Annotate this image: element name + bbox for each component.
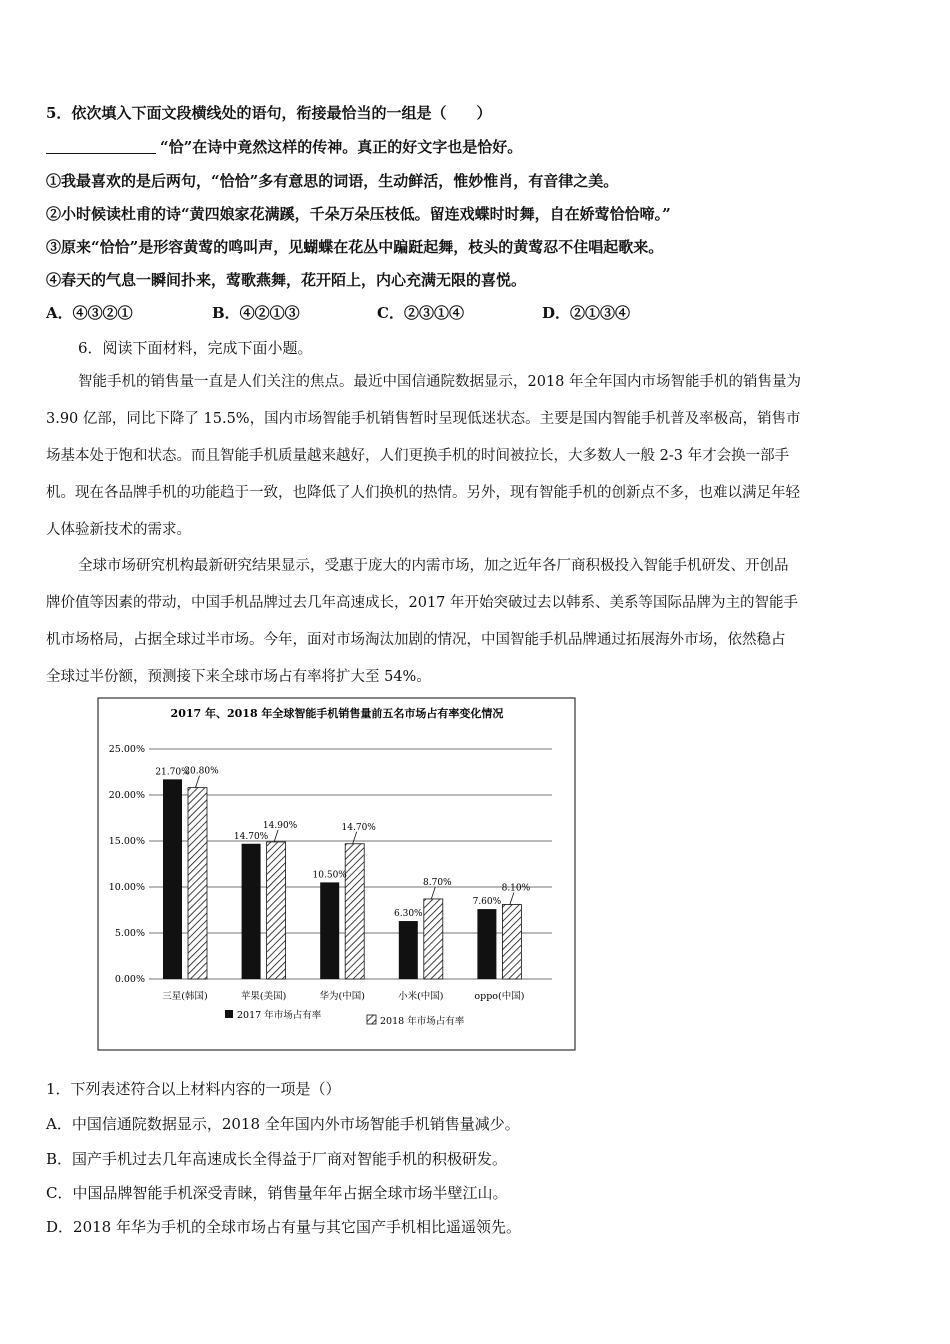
q6-1-option-b: B．国产手机过去几年高速成长全得益于厂商对智能手机的积极研发。 <box>46 1150 508 1168</box>
legend-swatch-2017 <box>225 1010 233 1018</box>
bar-2017 <box>320 882 339 979</box>
y-tick-label: 5.00% <box>114 928 145 939</box>
q5-stem-text: “恰”在诗中竟然这样的传神。真正的好文字也是恰好。 <box>160 138 523 156</box>
q5-item-1: ①我最喜欢的是后两句，“恰恰”多有意思的词语，生动鲜活，惟妙惟肖，有音律之美。 <box>46 172 619 190</box>
bar-2017 <box>399 921 418 979</box>
category-label: oppo(中国) <box>474 991 525 1002</box>
q5-prompt: 5．依次填入下面文段横线处的语句，衔接最恰当的一组是（ ） <box>46 104 492 122</box>
q5-option-c: C．②③①④ <box>377 304 464 322</box>
y-tick-label: 15.00% <box>108 836 145 847</box>
data-label-2017: 10.50% <box>312 870 347 881</box>
bar-2018 <box>424 899 443 979</box>
q6-para2-line4: 全球过半份额，预测接下来全球市场占有率将扩大至 54%。 <box>46 669 431 685</box>
q6-para2-line3: 机市场格局，占据全球过半市场。今年，面对市场淘汰加剧的情况，中国智能手机品牌通过拓展海外市场，依然稳占 <box>46 632 786 648</box>
data-label-2017: 21.70% <box>155 767 190 778</box>
q6-1-question: 1．下列表述符合以上材料内容的一项是（） <box>46 1080 341 1098</box>
q6-para2-line1: 全球市场研究机构最新研究结果显示，受惠于庞大的内需市场，加之近年各厂商积极投入智能手机研发、开创品 <box>78 558 789 574</box>
data-label-2018: 14.90% <box>262 820 298 831</box>
category-label: 三星(韩国) <box>162 991 208 1002</box>
category-label: 华为(中国) <box>319 991 365 1002</box>
y-tick-label: 20.00% <box>108 790 145 801</box>
data-label-2018: 8.70% <box>423 877 452 888</box>
q5-item-4: ④春天的气息一瞬间扑来，莺歌燕舞，花开陌上，内心充满无限的喜悦。 <box>46 271 527 289</box>
data-label-2017: 14.70% <box>233 831 269 842</box>
q6-1-option-a: A．中国信通院数据显示，2018 全年国内外市场智能手机销售量减少。 <box>46 1115 520 1133</box>
y-tick-label: 0.00% <box>114 974 145 985</box>
data-label-2017: 6.30% <box>394 909 423 920</box>
bar-2017 <box>477 909 496 979</box>
market-share-chart <box>97 697 577 1052</box>
q6-title: 6．阅读下面材料，完成下面小题。 <box>78 339 313 357</box>
chart-title: 2017 年、2018 年全球智能手机销售量前五名市场占有率变化情况 <box>170 707 504 720</box>
legend-label-2018: 2018 年市场占有率 <box>380 1016 465 1027</box>
q5-item-2: ②小时候读杜甫的诗“黄四娘家花满蹊，千朵万朵压枝低。留连戏蝶时时舞，自在娇莺恰恰啼。” <box>46 205 671 223</box>
q6-para1-line4: 机。现在各品牌手机的功能趋于一致，也降低了人们换机的热情。另外，现有智能手机的创新点不多，也难以满足年轻 <box>46 485 800 501</box>
q6-para2-line2: 牌价值等因素的带动，中国手机品牌过去几年高速成长，2017 年开始突破过去以韩系、美系等国际品牌为主的智能手 <box>46 595 799 611</box>
q6-para1-line2: 3.90 亿部，同比下降了 15.5%，国内市场智能手机销售暂时呈现低迷状态。主要是国内智能手机普及率极高，销售市 <box>46 411 801 427</box>
data-label-2017: 7.60% <box>472 897 502 908</box>
chart-svg <box>97 697 577 1052</box>
legend-swatch-2018 <box>367 1015 376 1024</box>
y-tick-label: 10.00% <box>108 882 145 893</box>
data-label-2018: 14.70% <box>341 822 376 833</box>
bar-2018 <box>345 844 364 979</box>
q6-1-option-c: C．中国品牌智能手机深受青睐，销售量年年占据全球市场半壁江山。 <box>46 1184 508 1202</box>
legend-label-2017: 2017 年市场占有率 <box>237 1010 322 1021</box>
bar-2018 <box>267 842 286 979</box>
y-tick-label: 25.00% <box>108 744 145 755</box>
q5-item-3: ③原来“恰恰”是形容黄莺的鸣叫声，见蝴蝶在花丛中蹁跹起舞，枝头的黄莺忍不住唱起歌来。 <box>46 238 664 256</box>
bar-2018 <box>502 904 521 979</box>
q6-para1-line5: 人体验新技术的需求。 <box>46 522 191 538</box>
q6-para1-line1: 智能手机的销售量一直是人们关注的焦点。最近中国信通院数据显示，2018 年全年国内市场智能手机的销售量为 <box>78 374 802 390</box>
q5-option-b: B．④②①③ <box>212 304 300 322</box>
q6-1-option-d: D．2018 年华为手机的全球市场占有量与其它国产手机相比遥遥领先。 <box>46 1218 521 1236</box>
bar-2018 <box>188 788 207 979</box>
data-label-2018: 8.10% <box>501 883 531 894</box>
answer-blank <box>46 139 156 154</box>
q5-stem <box>46 136 522 157</box>
q5-option-a: A．④③②① <box>46 304 133 322</box>
bar-2017 <box>242 844 261 979</box>
q5-option-d: D．②①③④ <box>542 304 631 322</box>
bar-2017 <box>163 779 182 979</box>
category-label: 小米(中国) <box>398 991 444 1002</box>
data-label-2018: 20.80% <box>184 766 219 777</box>
category-label: 苹果(美国) <box>240 991 287 1002</box>
q6-para1-line3: 场基本处于饱和状态。而且智能手机质量越来越好，人们更换手机的时间被拉长，大多数人一般 2-3 年才会换一部手 <box>46 448 790 464</box>
